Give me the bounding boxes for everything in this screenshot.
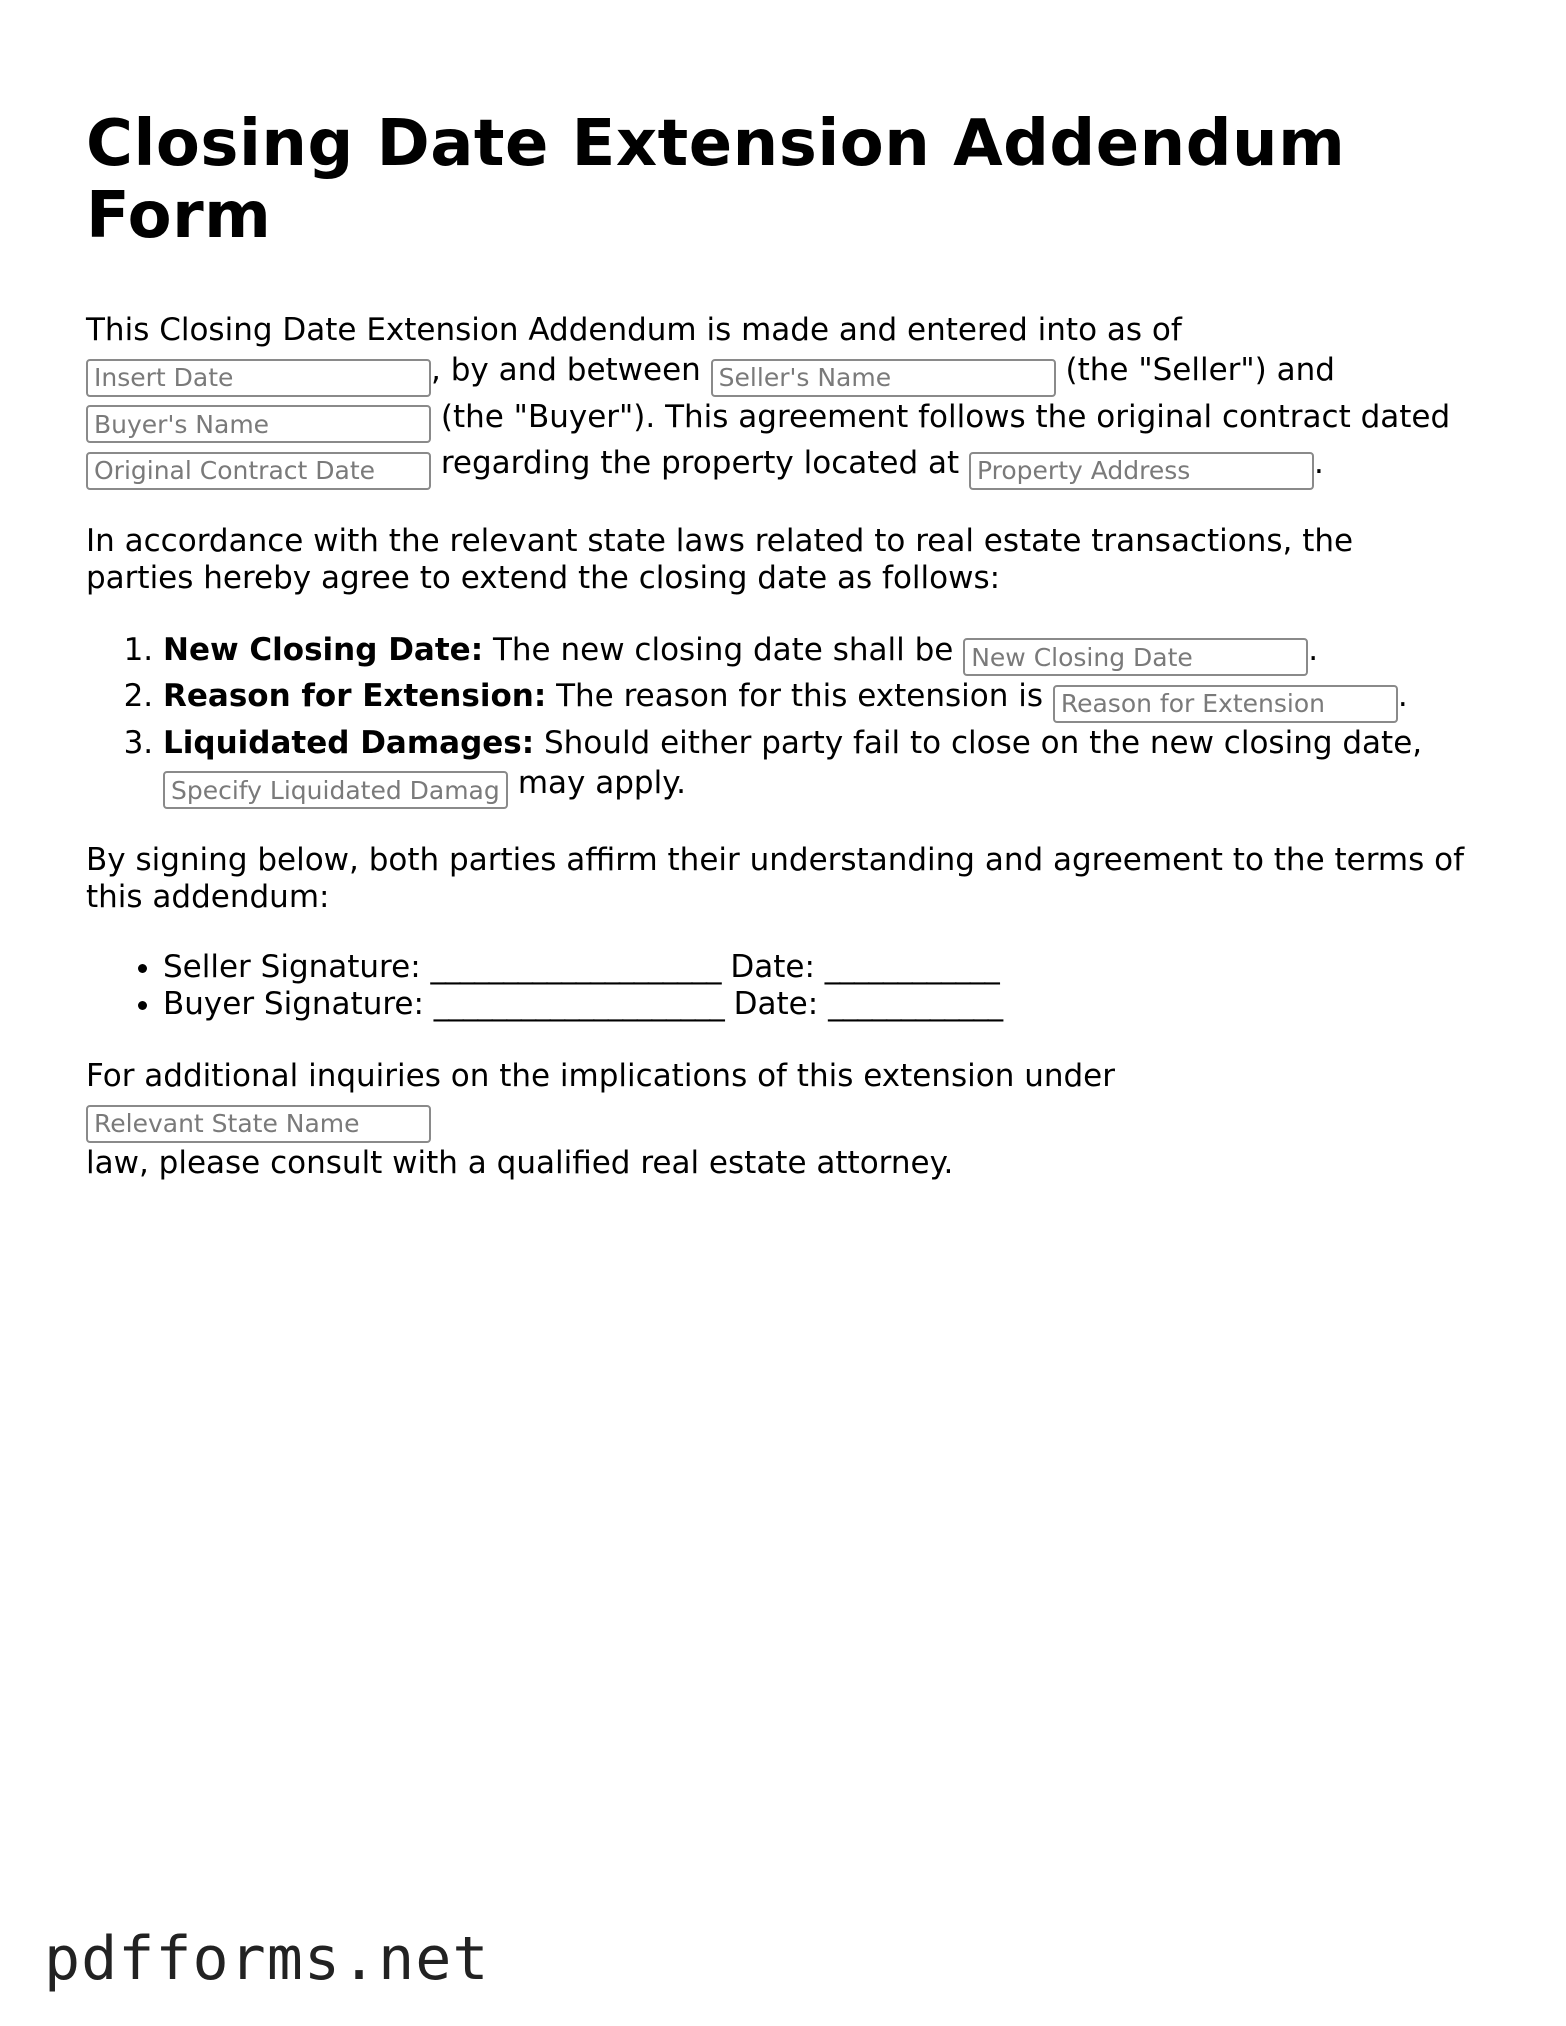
document-page [86,108,1466,1183]
term-text: The new closing date shall be [492,631,954,668]
term-text: The reason for this extension is [556,678,1043,714]
intro-text-1: This Closing Date Extension Addendum is made and entered into as of [86,312,1182,348]
date-blank: ____________ [824,949,999,985]
date-label: Date: [733,986,819,1022]
term-after: . [1397,678,1408,714]
intro-text-5: regarding the property located at [440,445,960,481]
term-label: New Closing Date: [163,631,484,668]
property-address-field[interactable] [969,452,1314,490]
intro-paragraph [86,310,1466,490]
signature-list [86,949,1466,1023]
term-label: Liquidated Damages: [163,724,535,761]
intro-text-4: (the "Buyer"). This agreement follows the original contract dated [440,398,1451,435]
accordance-paragraph: In accordance with the relevant state laws related to real estate transactions, the parties hereby agree to extend the closing date as follows: [86,522,1354,596]
liquidated-damages-field[interactable] [163,771,508,809]
new-closing-date-field[interactable] [963,638,1308,676]
signature-blank: ____________________ [430,949,721,985]
term-new-closing-date [163,630,1466,677]
intro-text-6: . [1314,445,1324,481]
term-label: Reason for Extension: [163,678,547,714]
seller-signature-line [163,949,1466,986]
intro-text-2: , by and between [431,352,701,388]
affirm-paragraph: By signing below, both parties affirm their understanding and agreement to the terms of this addendum: [86,842,1465,915]
term-liquidated-damages [163,723,1466,810]
signature-blank: ____________________ [433,986,724,1022]
original-contract-date-field[interactable] [86,452,431,490]
signature-label: Seller Signature: [163,949,421,985]
terms-list [86,630,1466,810]
inquiry-text-2: law, please consult with a qualified real estate attorney. [86,1144,954,1181]
date-label: Date: [730,949,815,985]
term-reason-for-extension [163,676,1466,723]
term-text: Should either party fail to close on the new closing date, [544,724,1423,761]
watermark-logo: pdfforms.net [44,1924,490,1994]
signature-label: Buyer Signature: [163,986,424,1022]
seller-name-field[interactable] [711,359,1056,397]
intro-text-3: (the "Seller") and [1065,352,1335,388]
buyer-signature-line [163,986,1466,1023]
relevant-state-name-field[interactable] [86,1105,431,1143]
reason-for-extension-field[interactable] [1053,685,1398,723]
term-after: . [1308,631,1319,668]
inquiry-paragraph [86,1056,1466,1183]
page-title: Closing Date Extension Addendum Form [86,107,1346,253]
inquiry-text-1: For additional inquiries on the implications of this extension under [86,1058,1115,1094]
insert-date-field[interactable] [86,359,431,397]
buyer-name-field[interactable] [86,405,431,443]
term-after: may apply. [517,764,686,801]
date-blank: ____________ [828,986,1003,1022]
